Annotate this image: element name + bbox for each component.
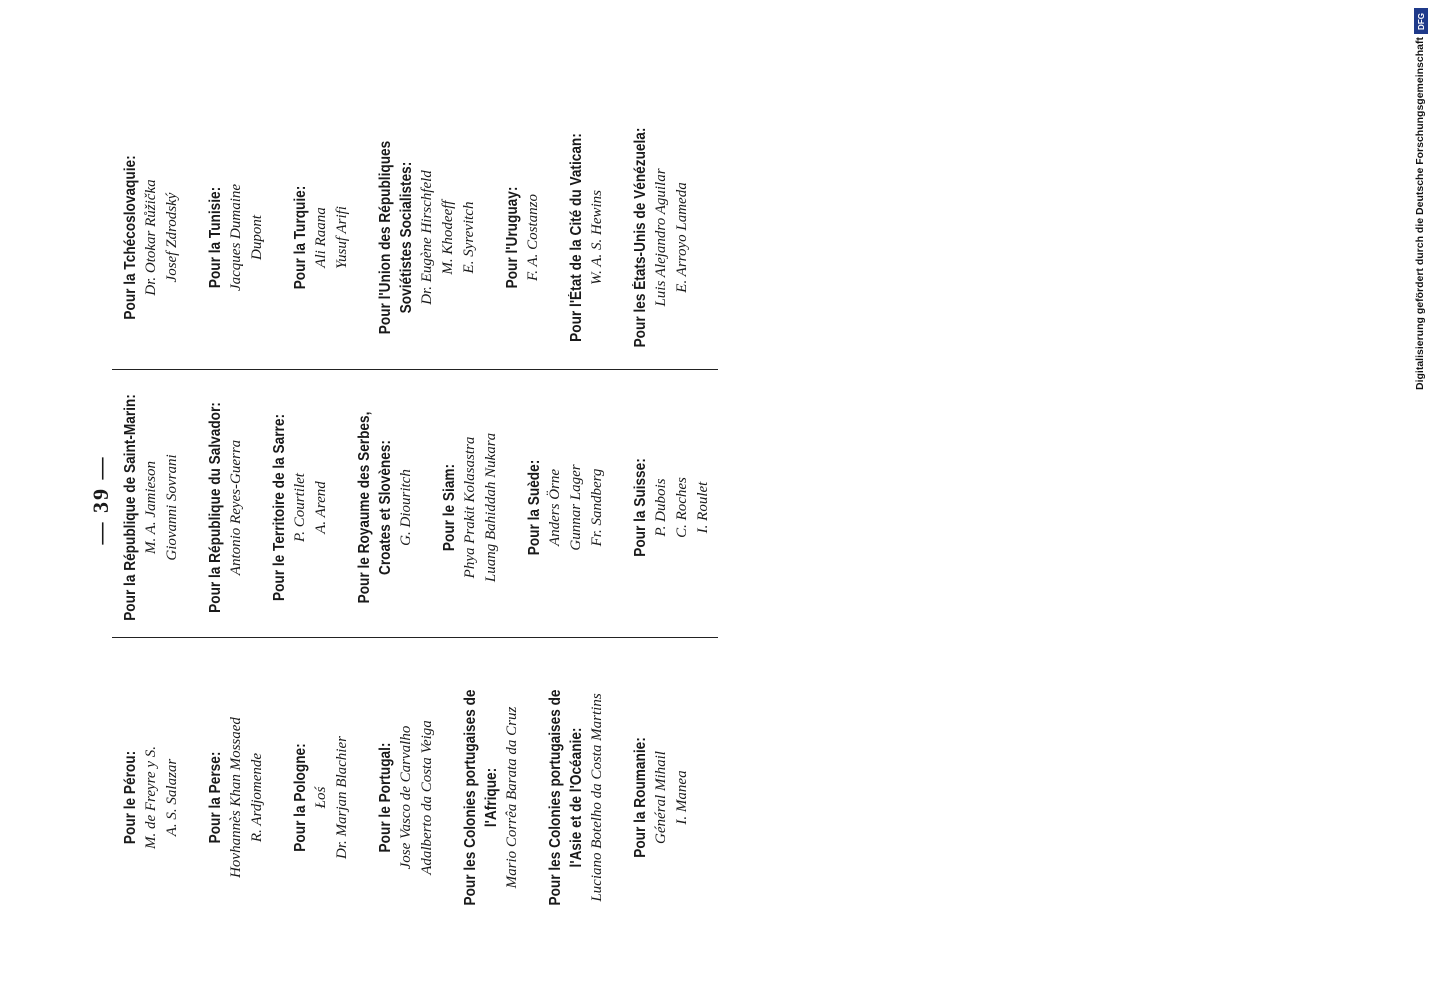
signatory-block [354,375,417,640]
signer-name: Dr. Eugène Hirschfeld [419,170,435,305]
signatory-block [439,375,502,640]
country-heading: Pour la Roumanie: [632,737,649,858]
country-heading: Pour le Portugal: [377,742,394,853]
signer-name: E. Arroyo Lameda [674,182,690,293]
signer-name: Luang Bahiddah Nukara [483,432,499,583]
signer-name: P. Courtilet [292,473,308,542]
signer-name: Général Mihail [653,751,669,844]
signatory-block [120,105,183,370]
signer-name: P. Dubois [653,478,669,537]
digitization-credit [1410,10,1430,390]
signer-name: A. S. Salazar [164,758,180,837]
signer-name: Phya Prakit Kolasastra [462,436,478,579]
country-heading: Pour le Royaume des Serbes, Croates et Slovènes: [356,411,394,604]
country-heading: Pour la Turquie: [292,185,309,290]
signatory-block [290,665,353,930]
signer-name: Gunnar Lager [568,464,584,551]
country-heading: Pour l'Union des Républiques Soviétistes Socialistes: [377,140,415,335]
signer-name: I. Manea [674,770,690,825]
signer-name: M. A. Jamieson [143,460,159,555]
signer-name: Anders Örne [547,468,563,547]
signatory-block [375,105,480,370]
country-heading: Pour la Pologne: [292,743,309,852]
signatory-block [460,665,523,930]
dfg-logo-text: DFG [1416,12,1426,30]
country-heading: Pour la Perse: [207,751,224,844]
country-heading: Pour le Siam: [441,463,458,552]
signer-name: Mario Corrêa Barata da Cruz [504,706,520,889]
signer-name: Dupont [249,215,265,260]
country-heading: Pour la Suisse: [632,458,649,557]
signer-name: M. de Freyre y S. [143,746,159,850]
signatory-block [205,375,247,640]
signatory-block [545,665,608,930]
signatory-block [630,375,714,640]
country-heading: Pour la République de Saint-Marin: [122,394,139,621]
signatory-block [120,375,183,640]
country-heading: Pour la Suède: [526,459,543,556]
signer-name: Hovhannès Khan Mossaed [228,717,244,878]
signer-name: Adalberto da Costa Veiga [419,720,435,875]
signatory-block [205,105,268,370]
country-heading: Pour la Tunisie: [207,186,224,289]
signer-name: Dr. Otokar Růžička [143,179,159,296]
signatory-block [290,105,353,370]
signer-name: Luciano Botelho da Costa Martins [589,693,605,902]
country-heading: Pour le Pérou: [122,750,139,845]
signer-name: Fr. Sandberg [589,468,605,547]
document-page [80,0,780,1000]
signatory-block [120,665,183,930]
country-heading: Pour l'État de la Cité du Vatican: [568,133,585,342]
signer-name: I. Roulet [695,481,711,534]
signer-name: Ali Raana [313,207,329,268]
signer-name: Jacques Dumaine [228,183,244,292]
credit-text: Digitalisierung gefördert durch die Deutsche Forschungsgemeinschaft [1414,37,1426,390]
signatory-block [566,105,608,370]
signer-name: Dr. Marjan Blachier [334,736,350,859]
signatory-block [205,665,268,930]
country-heading: Pour l'Uruguay: [504,186,521,289]
country-heading: Pour les États-Unis de Vénézuela: [632,127,649,348]
signer-name: M. Khodeeff [440,200,456,275]
signer-name: Luis Alejandro Aguilar [653,168,669,307]
signatory-block [502,105,544,370]
signatories-column-3 [120,105,715,370]
signer-name: G. Diouritch [398,469,414,546]
signatory-block [269,375,332,640]
signer-name: F. A. Costanzo [525,194,541,281]
signatory-block [630,665,693,930]
signer-name: A. Arend [313,481,329,534]
signer-name: W. A. S. Hewins [589,190,605,286]
country-heading: Pour la Tchécoslovaquie: [122,155,139,320]
page-number: — 39 — [88,455,113,545]
signatory-block [630,105,693,370]
country-heading: Pour les Colonies portugaises de l'Asie et de l'Océanie: [547,689,585,906]
signer-name: Antonio Reyes-Guerra [228,439,244,576]
signatories-column-1 [120,665,715,930]
signer-name: Yusuf Arifi [334,206,350,269]
signer-name: Jose Vasco de Carvalho [398,725,414,870]
signer-name: Giovanni Sovrani [164,454,180,561]
signer-name: C. Roches [674,477,690,538]
country-heading: Pour la République du Salvador: [207,402,224,613]
signer-name: R. Ardjomende [249,752,265,843]
country-heading: Pour le Territoire de la Sarre: [271,414,288,601]
country-heading: Pour les Colonies portugaises de l'Afrique: [462,689,500,906]
signatory-block [524,375,608,640]
signer-name: Josef Zdrodský [164,192,180,283]
signer-name: E. Syrevitch [461,201,477,274]
dfg-logo [1414,8,1428,34]
signatories-column-2 [120,375,736,640]
signer-name: Łoś [313,786,329,809]
signatory-block [375,665,438,930]
